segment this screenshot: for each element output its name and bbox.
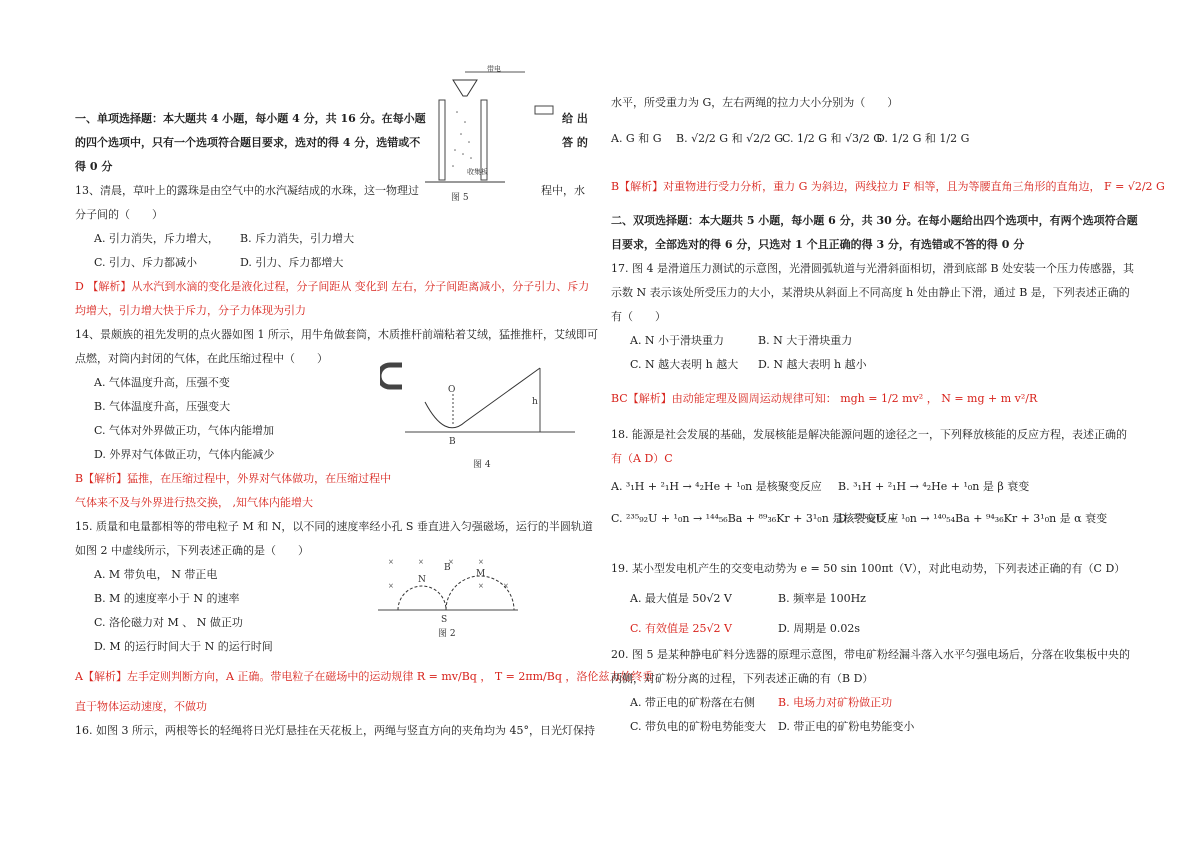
- svg-text:×: ×: [478, 582, 484, 590]
- svg-text:×: ×: [388, 558, 394, 566]
- q17-option-d: D. N 越大表明 h 越小: [758, 358, 867, 371]
- q13-stem-line1: 13、清晨，草叶上的露珠是由空气中的水汽凝结成的水珠，这一物理过: [75, 184, 419, 197]
- figure-5-board-label: 收集板: [467, 168, 488, 176]
- q17-stem-line2: 示数 N 表示该处所受压力的大小，某滑块从斜面上不同高度 h 处由静止下滑，通过 B 是，下列表述正确的: [611, 286, 1130, 299]
- figure-5-top-label: 带电: [487, 65, 501, 73]
- q19-option-b: B. 频率是 100Hz: [778, 592, 866, 605]
- q15-answer-line2: 直于物体运动速度，不做功: [75, 700, 207, 713]
- q13-option-b: B. 斥力消失，引力增大: [240, 232, 355, 245]
- q16-stem-line2: 水平，所受重力为 G，左右两绳的拉力大小分别为（ ）: [611, 96, 899, 109]
- q18-option-a: A. ³₁H + ²₁H → ⁴₂He + ¹₀n 是核聚变反应: [611, 480, 822, 493]
- section1-line1-tail: 给 出: [562, 112, 588, 125]
- q16-option-a: A. G 和 G: [611, 132, 662, 145]
- section1-line1: 一、单项选择题：本大题共 4 小题，每小题 4 分，共 16 分。在每小题: [75, 112, 426, 125]
- q16-option-d: D. 1/2 G 和 1/2 G: [876, 132, 970, 145]
- figure-2-label-s: S: [441, 615, 448, 625]
- section1-line2: 的四个选项中，只有一个选项符合题目要求，选对的得 4 分，选错或不: [75, 136, 421, 149]
- figure-1: [380, 362, 406, 390]
- q20-option-c: C. 带负电的矿粉电势能变大: [630, 720, 767, 733]
- q18-option-c: C. ²³⁵₉₂U + ¹₀n → ¹⁴⁴₅₆Ba + ⁸⁹₃₆Kr + 3¹₀n 是核裂变反应: [611, 512, 899, 525]
- figure-5: [425, 62, 555, 202]
- section1-line2-tail: 答 的: [562, 136, 588, 149]
- q18-stem-line2: 有（A D）C: [611, 452, 673, 465]
- figure-4-label-h: h: [532, 397, 538, 407]
- q14-option-d: D. 外界对气体做正功，气体内能减少: [94, 448, 275, 461]
- figure-4: [405, 362, 575, 477]
- section2-line1: 二、双项选择题：本大题共 5 小题，每小题 6 分，共 30 分。在每小题给出四个选项中，有两个选项符合题: [611, 214, 1138, 227]
- q19-option-a: A. 最大值是 50√2 V: [630, 592, 732, 605]
- q20-stem-line2: 两侧，对矿粉分离的过程，下列表述正确的有（B D）: [611, 672, 874, 685]
- q14-option-c: C. 气体对外界做正功，气体内能增加: [94, 424, 275, 437]
- q16-option-b: B. √2/2 G 和 √2/2 G: [676, 132, 784, 145]
- q13-option-c: C. 引力、斥力都减小: [94, 256, 198, 269]
- figure-5-caption: 图 5: [451, 193, 469, 202]
- q17-option-b: B. N 大于滑块重力: [758, 334, 853, 347]
- q14-stem-line2: 点燃，对筒内封闭的气体，在此压缩过程中（ ）: [75, 352, 328, 365]
- q15-option-d: D. M 的运行时间大于 N 的运行时间: [94, 640, 273, 653]
- q13-answer-line2: 均增大，引力增大快于斥力，分子力体现为引力: [75, 304, 306, 317]
- figure-2-label-m: M: [476, 569, 486, 579]
- svg-text:×: ×: [448, 558, 454, 566]
- q20-option-a: A. 带正电的矿粉落在右侧: [630, 696, 755, 709]
- section1-line3: 得 0 分: [75, 160, 113, 173]
- svg-text:×: ×: [418, 558, 424, 566]
- svg-text:×: ×: [503, 582, 509, 590]
- q20-option-b: B. 电场力对矿粉做正功: [778, 696, 893, 709]
- q17-option-c: C. N 越大表明 h 越大: [630, 358, 739, 371]
- figure-2-caption: 图 2: [438, 629, 456, 639]
- q14-option-a: A. 气体温度升高，压强不变: [94, 376, 230, 389]
- svg-text:×: ×: [478, 558, 484, 566]
- q18-option-b: B. ³₁H + ²₁H → ⁴₂He + ¹₀n 是 β 衰变: [838, 480, 1030, 493]
- q17-answer: BC【解析】由动能定理及圆周运动规律可知： mgh = 1/2 mv² ， N = mg + m v²/R: [611, 392, 1038, 405]
- figure-2-label-n: N: [418, 575, 426, 585]
- q15-answer-line1: A【解析】左手定则判断方向，A 正确。带电粒子在磁场中的运动规律 R = mv/Bq ， T = 2πm/Bq ，洛伦兹力始终垂: [75, 670, 654, 683]
- figure-4-label-o: O: [448, 385, 456, 395]
- q20-option-d: D. 带正电的矿粉电势能变小: [778, 720, 915, 733]
- q13-stem-line1-tail: 程中，水: [541, 184, 585, 197]
- q13-answer-line1: D 【解析】从水汽到水滴的变化是液化过程，分子间距从 变化到 左右，分子间距离减小，分子引力、斥力: [75, 280, 590, 293]
- q15-stem-line2: 如图 2 中虚线所示，下列表述正确的是（ ）: [75, 544, 309, 557]
- q19-option-d: D. 周期是 0.02s: [778, 622, 861, 635]
- q14-stem-line1: 14、景颇族的祖先发明的点火器如图 1 所示，用牛角做套筒，木质推杆前端粘着艾绒，猛推推杆，艾绒即可: [75, 328, 598, 341]
- q17-stem-line3: 有（ ）: [611, 310, 666, 323]
- svg-text:×: ×: [388, 582, 394, 590]
- q15-option-a: A. M 带负电， N 带正电: [94, 568, 218, 581]
- figure-4-label-b: B: [449, 437, 456, 447]
- q15-option-c: C. 洛伦磁力对 M 、 N 做正功: [94, 616, 243, 629]
- q16-stem-line1: 16. 如图 3 所示，两根等长的轻绳将日光灯悬挂在天花板上，两绳与竖直方向的夹角均为 45°，日光灯保持: [75, 724, 595, 737]
- figure-4-caption: 图 4: [473, 460, 491, 470]
- q20-stem-line1: 20. 图 5 是某种静电矿料分选器的原理示意图，带电矿粉经漏斗落入水平匀强电场后，分落在收集板中央的: [611, 648, 1130, 661]
- q18-option-d: D. ²³⁵₉₂U + ¹₀n → ¹⁴⁰₅₄Ba + ⁹⁴₃₆Kr + 3¹₀n 是 α 衰变: [838, 512, 1108, 525]
- q17-stem-line1: 17. 图 4 是滑道压力测试的示意图，光滑圆弧轨道与光滑斜面相切，滑到底部 B 处安装一个压力传感器，其: [611, 262, 1135, 275]
- q14-answer-line1: B【解析】猛推，在压缩过程中，外界对气体做功，在压缩过程中: [75, 472, 392, 485]
- q15-option-b: B. M 的速度率小于 N 的速率: [94, 592, 240, 605]
- figure-2-label-b: B: [444, 563, 451, 573]
- q16-option-c: C. 1/2 G 和 √3/2 G: [782, 132, 882, 145]
- q19-option-c: C. 有效值是 25√2 V: [630, 622, 732, 635]
- q13-option-d: D. 引力、斥力都增大: [240, 256, 344, 269]
- q13-stem-line2: 分子间的（ ）: [75, 208, 163, 221]
- q13-option-a: A. 引力消失，斥力增大，: [94, 232, 219, 245]
- q17-option-a: A. N 小于滑块重力: [630, 334, 725, 347]
- q16-answer: B【解析】对重物进行受力分析，重力 G 为斜边，两线拉力 F 相等，且为等腰直角三角形的直角边， F = √2/2 G: [611, 180, 1165, 193]
- q18-stem-line1: 18. 能源是社会发展的基础，发展核能是解决能源问题的途径之一，下列释放核能的反应方程，表述正确的: [611, 428, 1127, 441]
- q14-answer-line2: 气体来不及与外界进行热交换， ,知气体内能增大: [75, 496, 313, 509]
- q14-option-b: B. 气体温度升高，压强变大: [94, 400, 231, 413]
- figure-2: [378, 550, 518, 640]
- q19-stem: 19. 某小型发电机产生的交变电动势为 e = 50 sin 100πt（V），对此电动势，下列表述正确的有（C D）: [611, 562, 1126, 575]
- q15-stem-line1: 15. 质量和电量都相等的带电粒子 M 和 N，以不同的速度率经小孔 S 垂直进入匀强磁场，运行的半圆轨道: [75, 520, 593, 533]
- section2-line2: 目要求，全部选对的得 6 分，只选对 1 个且正确的得 3 分，有选错或不答的得 0 分: [611, 238, 1025, 251]
